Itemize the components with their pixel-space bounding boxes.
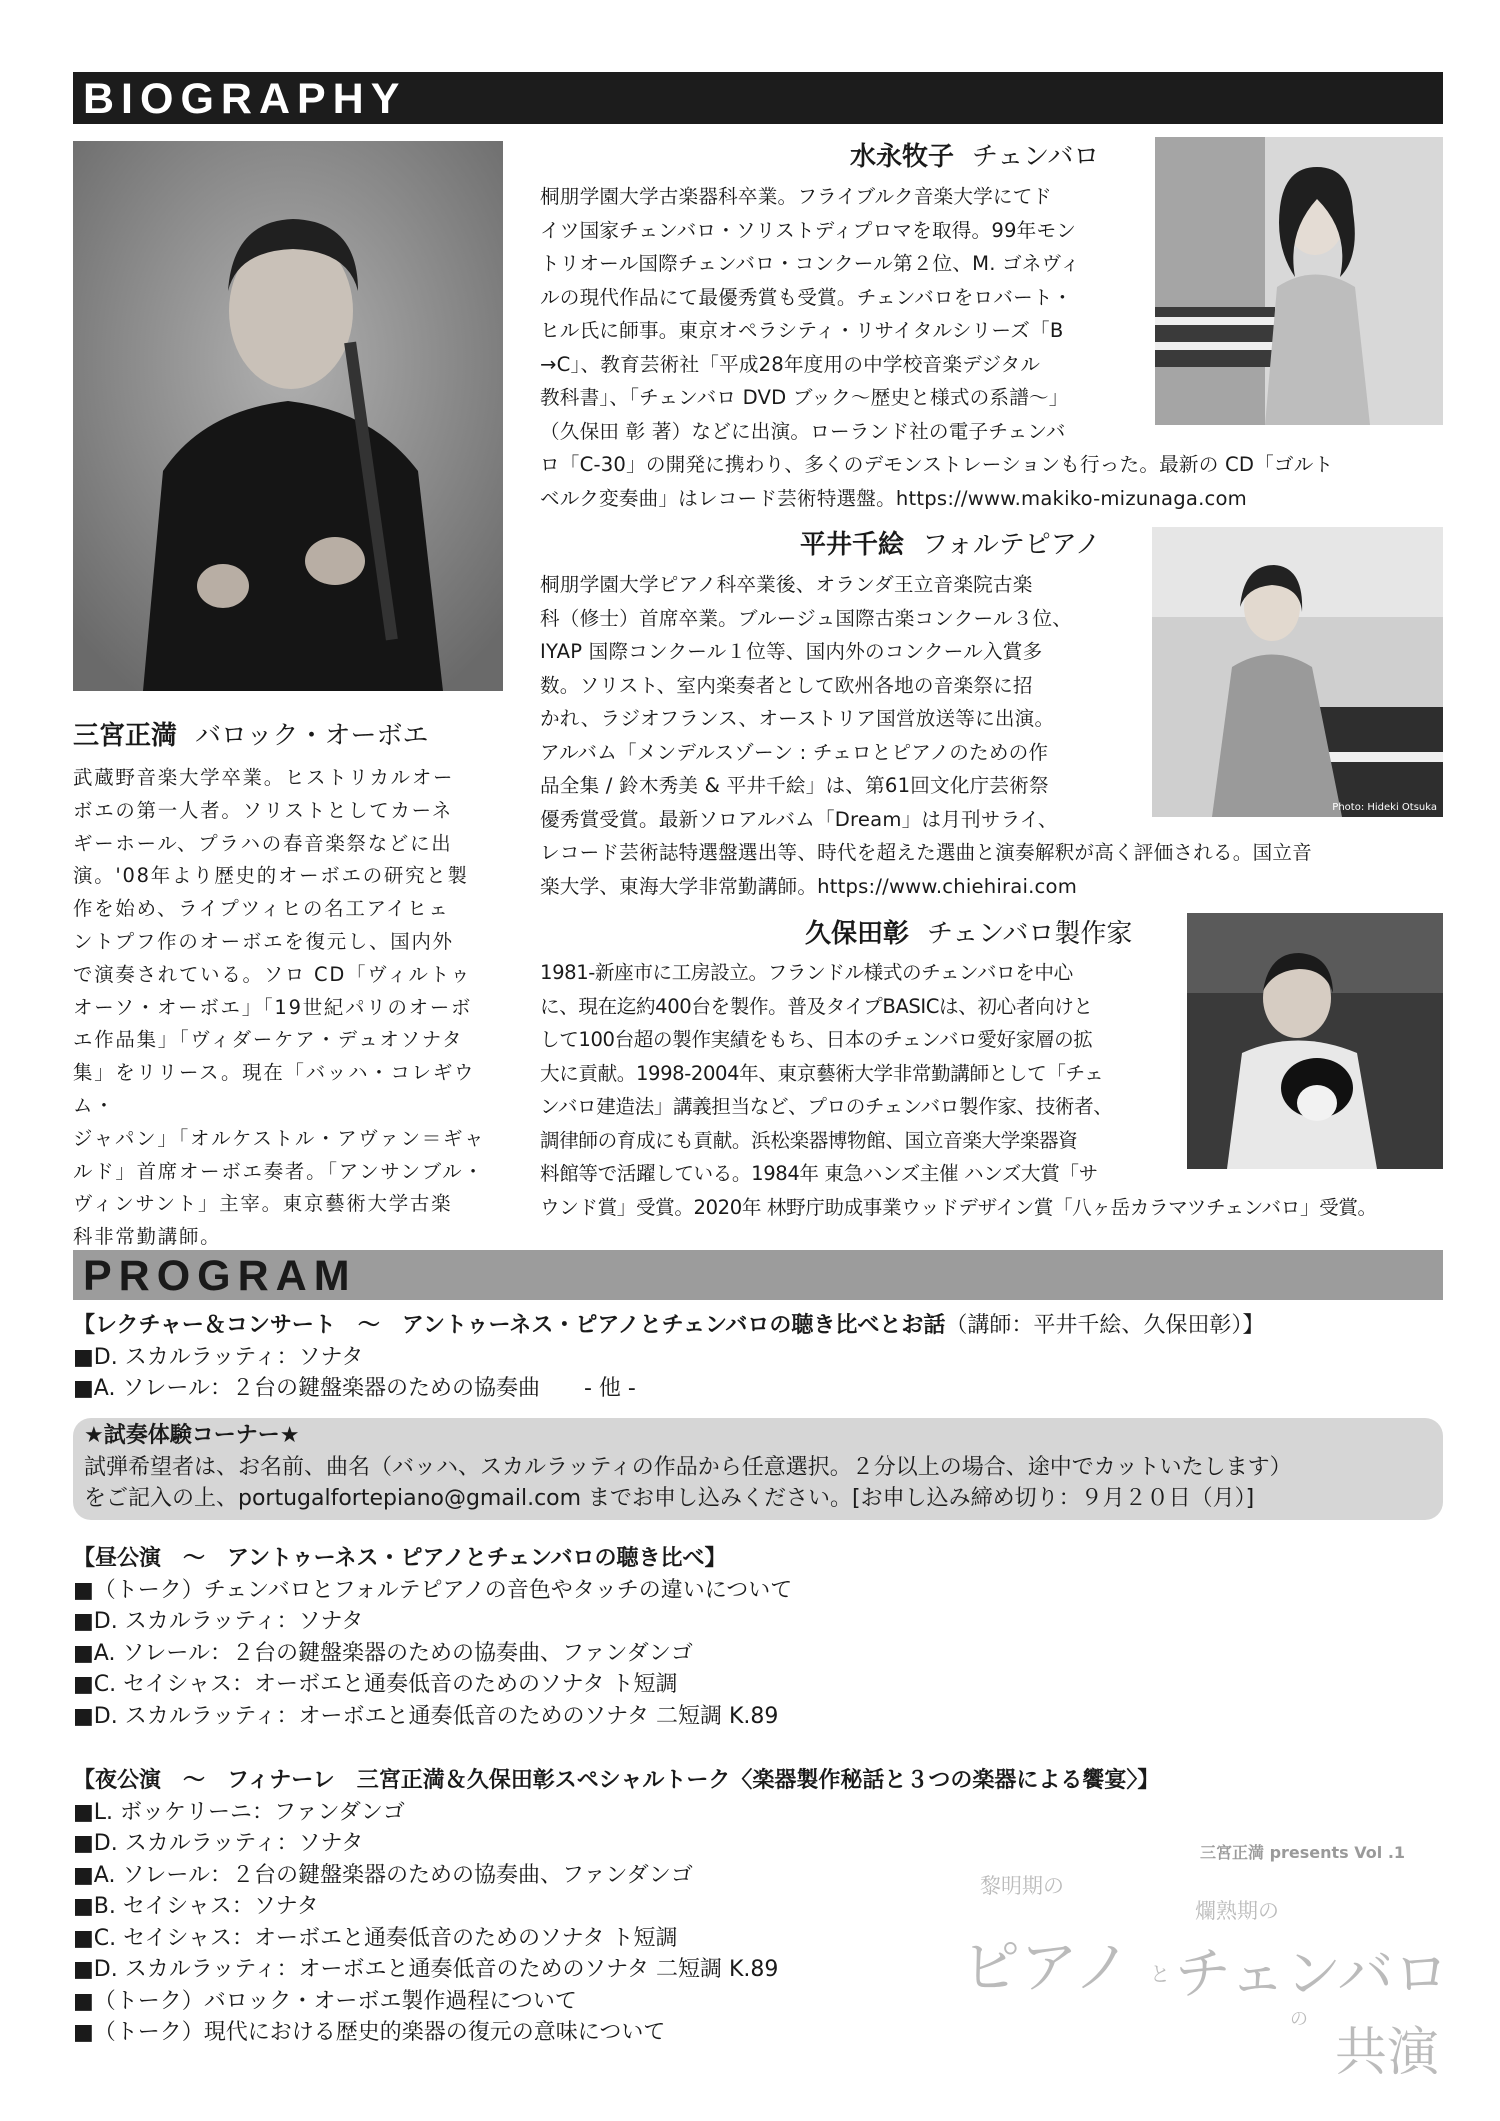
- evening-heading: 【夜公演 〜 フィナーレ 三宮正満＆久保田彰スペシャルトーク〈楽器製作秘話と３つの楽器による饗宴〉】: [73, 1768, 1160, 1793]
- bio-line: トリオール国際チェンバロ・コンクール第２位、M. ゴネヴィ: [540, 252, 1081, 275]
- ninomiya-name-line: [73, 715, 429, 752]
- program-header: [73, 1250, 1443, 1300]
- program-item: ■B. セイシャス：ソナタ: [73, 1894, 319, 1919]
- matinee-block: [73, 1543, 1453, 1732]
- hirai-bio: [540, 568, 1445, 903]
- trial-content: [84, 1420, 1444, 1515]
- bio-line: 武蔵野音楽大学卒業。ヒストリカルオー: [73, 766, 455, 789]
- bio-line: ギーホール、プラハの春音楽祭などに出: [73, 831, 453, 855]
- bio-line: 科非常勤講師。: [73, 1225, 222, 1249]
- bio-line: して100台超の製作実績をもち、日本のチェンバロ愛好家層の拡: [540, 1028, 1093, 1051]
- bio-line: （久保田 彰 著）などに出演。ローランド社の電子チェンバ: [540, 419, 1066, 443]
- bio-line: 教科書」、「チェンバロ DVD ブック〜歴史と様式の系譜〜」: [540, 386, 1069, 409]
- trial-title: ★試奏体験コーナー★: [84, 1423, 300, 1448]
- bio-line: ンバロ建造法」講義担当など、プロのチェンバロ製作家、技術者、: [540, 1095, 1113, 1118]
- bio-line: 作を始め、ライプツィヒの名工アイヒェ: [73, 897, 450, 921]
- mizunaga-name-line: [850, 136, 1099, 173]
- program-item: ■D. スカルラッティ：ソナタ: [73, 1831, 364, 1856]
- bio-line: ボエの第一人者。ソリストとしてカーネ: [73, 798, 454, 822]
- hirai-name: 平井千絵: [800, 530, 905, 560]
- program-item: ■D. スカルラッティ：オーボエと通奏低音のためのソナタ 二短調 K.89: [73, 1703, 779, 1729]
- bio-line: 調律師の育成にも貢献。浜松楽器博物館、国立音楽大学楽器資: [540, 1128, 1078, 1152]
- program-item: ■L. ボッケリーニ：ファンダンゴ: [73, 1799, 405, 1825]
- matinee-heading: 【昼公演 〜 アントゥーネス・ピアノとチェンバロの聴き比べ】: [73, 1546, 727, 1571]
- bio-line: で演奏されている。ソロ CD「ヴィルトゥ: [73, 962, 472, 986]
- series-kyoen: 共演: [1335, 2023, 1440, 2083]
- bio-line: ヴィンサント」主宰。東京藝術大学古楽: [73, 1192, 453, 1216]
- kubota-name-line: [805, 913, 1132, 950]
- series-to: と: [1150, 1962, 1170, 1986]
- trial-box: [73, 1418, 1443, 1520]
- program-item: ■A. ソレール：２台の鍵盤楽器のための協奏曲、ファンダンゴ: [73, 1862, 693, 1888]
- bio-line: 桐朋学園大学古楽器科卒業。フライブルク音楽大学にてド: [540, 185, 1052, 208]
- bio-line: ヒル氏に師事。東京オペラシティ・リサイタルシリーズ「B: [540, 319, 1064, 342]
- bio-line: レコード芸術誌特選盤選出等、時代を超えた選曲と演奏解釈が高く評価される。国立音: [540, 841, 1312, 864]
- program-item: ■D. スカルラッティ：オーボエと通奏低音のためのソナタ 二短調 K.89: [73, 1957, 779, 1982]
- series-ranjuku: 爛熟期の: [1195, 1899, 1279, 1923]
- ninomiya-name: 三宮正満: [73, 721, 178, 751]
- program-item: ■D. スカルラッティ：ソナタ: [73, 1609, 364, 1634]
- kubota-bio: [540, 956, 1450, 1224]
- program-item: ■A. ソレール：２台の鍵盤楽器のための協奏曲、ファンダンゴ: [73, 1640, 693, 1666]
- bio-line: IYAP 国際コンクール１位等、国内外のコンクール入賞多: [540, 640, 1043, 663]
- lecture-heading: 【レクチャー＆コンサート 〜 アントゥーネス・ピアノとチェンバロの聴き比べとお話: [73, 1313, 946, 1338]
- bio-line: ルの現代作品にて最優秀賞も受賞。チェンバロをロバート・: [540, 285, 1073, 309]
- bio-line: →C」、教育芸術社「平成28年度用の中学校音楽デジタル: [540, 352, 1041, 376]
- bio-line: 大に貢献。1998-2004年、東京藝術大学非常勤講師として「チェ: [540, 1061, 1104, 1085]
- series-reimei: 黎明期の: [980, 1874, 1064, 1898]
- series-logo: [950, 1840, 1450, 2100]
- bio-line: 楽大学、東海大学非常勤講師。https://www.chiehirai.com: [540, 874, 1077, 898]
- bio-line: ベルク変奏曲」はレコード芸術特選盤。https://www.makiko-mizunaga.com: [540, 486, 1247, 510]
- kubota-name: 久保田彰: [805, 919, 910, 949]
- trial-line: をご記入の上、portugalfortepiano@gmail.com までお申し込みください。[お申し込み締め切り：９月２０日（月）]: [84, 1486, 1255, 1511]
- bio-line: 科（修士）首席卒業。ブルージュ国際古楽コンクール３位、: [540, 606, 1073, 630]
- program-item: ■（トーク）チェンバロとフォルテピアノの音色やタッチの違いについて: [73, 1577, 793, 1603]
- biography-title: BIOGRAPHY: [83, 75, 407, 123]
- hirai-role: フォルテピアノ: [922, 530, 1101, 560]
- program-item: ■C. セイシャス：オーボエと通奏低音のためのソナタ ト短調: [73, 1925, 678, 1951]
- bio-line: ントプフ作のオーボエを復元し、国内外: [73, 929, 454, 953]
- ninomiya-bio: [73, 762, 513, 1254]
- program-item: ■（トーク）現代における歴史的楽器の復元の意味について: [73, 2020, 666, 2045]
- bio-line: 数。ソリスト、室内楽奏者として欧州各地の音楽祭に招: [540, 673, 1033, 697]
- mizunaga-name: 水永牧子: [850, 142, 955, 172]
- program-item: ■C. セイシャス：オーボエと通奏低音のためのソナタ ト短調: [73, 1672, 678, 1697]
- lecture-heading-line: [73, 1310, 1453, 1342]
- bio-line: ジャパン」「オルケストル・アヴァン＝ギャ: [73, 1126, 486, 1150]
- biography-header: [73, 72, 1443, 124]
- bio-line: エ作品集」「ヴィダーケア・デュオソナタ: [73, 1028, 464, 1052]
- hirai-photo-credit: Photo: Hideki Otsuka: [1332, 802, 1437, 813]
- bio-line: 料館等で活躍している。1984年 東急ハンズ主催 ハンズ大賞「サ: [540, 1162, 1098, 1185]
- series-presenter: 三宮正満 presents Vol .1: [1200, 1843, 1406, 1862]
- program-item: ■D. スカルラッティ：ソナタ: [73, 1344, 364, 1370]
- bio-line: 桐朋学園大学ピアノ科卒業後、オランダ王立音楽院古楽: [540, 573, 1033, 596]
- program-item: ■A. ソレール：２台の鍵盤楽器のための協奏曲 - 他 -: [73, 1376, 636, 1401]
- bio-line: ロ「C-30」の開発に携わり、多くのデモンストレーションも行った。最新の CD「ゴルト: [540, 453, 1334, 476]
- mizunaga-role: チェンバロ: [972, 142, 1100, 172]
- mizunaga-bio: [540, 180, 1445, 515]
- bio-line: 集」をリリース。現在「バッハ・コレギウム・: [73, 1061, 476, 1117]
- series-cembalo: チェンバロ: [1175, 1942, 1450, 2007]
- bio-line: オーソ・オーボエ」「19世紀パリのオーボ: [73, 995, 473, 1019]
- program-item: ■（トーク）バロック・オーボエ製作過程について: [73, 1988, 577, 2014]
- kubota-role: チェンバロ製作家: [927, 919, 1133, 949]
- trial-line: 試弾希望者は、お名前、曲名（バッハ、スカルラッティの作品から任意選択。２分以上の場合、途中でカットいたします）: [84, 1454, 1292, 1480]
- ninomiya-role: バロック・オーボエ: [195, 721, 429, 751]
- program-title: PROGRAM: [83, 1252, 357, 1300]
- bio-line: イツ国家チェンバロ・ソリストディプロマを取得。99年モン: [540, 218, 1077, 242]
- bio-line: 優秀賞受賞。最新ソロアルバム「Dream」は月刊サライ、: [540, 807, 1058, 831]
- bio-line: かれ、ラジオフランス、オーストリア国営放送等に出演。: [540, 707, 1055, 730]
- bio-line: ルド」首席オーボエ奏者。「アンサンブル・: [73, 1159, 485, 1183]
- lecture-block: [73, 1310, 1453, 1405]
- series-piano: ピアノ: [962, 1933, 1132, 2001]
- series-no: の: [1290, 2009, 1308, 2030]
- ninomiya-photo: [73, 141, 503, 691]
- lecture-heading-note: （講師：平井千絵、久保田彰）】: [945, 1313, 1265, 1338]
- bio-line: ウンド賞」受賞。2020年 林野庁助成事業ウッドデザイン賞「八ヶ岳カラマツチェンバロ」受賞。: [540, 1195, 1377, 1219]
- bio-line: 演。'08年より歴史的オーボエの研究と製: [73, 864, 469, 888]
- bio-line: アルバム「メンデルスゾーン : チェロとピアノのための作: [540, 740, 1049, 764]
- bio-line: に、現在迄約400台を製作。普及タイプBASICは、初心者向けと: [540, 994, 1093, 1018]
- bio-line: 1981-新座市に工房設立。フランドル様式のチェンバロを中心: [540, 961, 1073, 984]
- hirai-name-line: [800, 524, 1101, 561]
- bio-line: 品全集 / 鈴木秀美 & 平井千絵」は、第61回文化庁芸術祭: [540, 774, 1049, 797]
